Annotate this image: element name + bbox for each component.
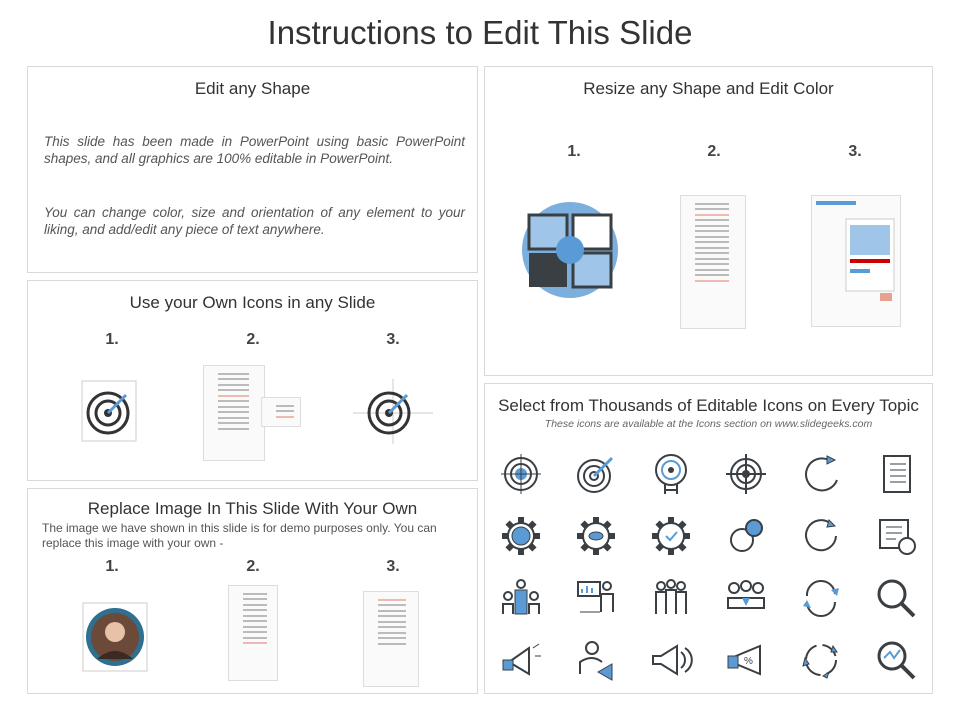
magnifier-icon[interactable]: [874, 576, 918, 620]
checklist-clock-icon[interactable]: [874, 514, 918, 558]
target-icon: [80, 369, 140, 444]
panel-replace-image: [27, 488, 478, 694]
panel-icons: [484, 383, 933, 694]
color-picker-illustration: [811, 195, 901, 327]
target-stand-icon[interactable]: [649, 452, 693, 496]
target-arrow-icon[interactable]: [574, 452, 618, 496]
gears-icon[interactable]: [724, 514, 768, 558]
panel-own-icons: [27, 280, 478, 481]
step-number: 1.: [105, 331, 119, 348]
step-number: 2.: [246, 331, 260, 348]
format-pane-illustration: [363, 591, 419, 687]
context-menu-illustration: [228, 585, 278, 681]
panel-title: Select from Thousands of Editable Icons on Every Topic: [498, 396, 919, 415]
magnifier-chart-icon[interactable]: [874, 638, 918, 682]
user-megaphone-icon[interactable]: [574, 638, 618, 682]
group-icon[interactable]: [724, 576, 768, 620]
gear-icon[interactable]: [499, 514, 543, 558]
megaphone-percent-icon[interactable]: [724, 638, 768, 682]
paragraph: You can change color, size and orientation of any element to your liking, and add/edit any piece of text anywhere.: [44, 205, 465, 237]
target-icon: [353, 369, 433, 444]
sync-icon[interactable]: [799, 576, 843, 620]
panel-resize: [484, 66, 933, 376]
profile-image-placeholder: [80, 587, 150, 675]
step-number: 1.: [567, 143, 581, 160]
submenu-illustration: [261, 397, 301, 427]
context-menu-illustration: [203, 365, 265, 461]
slide-title: Instructions to Edit This Slide: [267, 14, 693, 51]
step-number: 2.: [246, 558, 260, 575]
paragraph: This slide has been made in PowerPoint using basic PowerPoint shapes, and all graphics are 100% editable in PowerPoint.: [44, 134, 465, 166]
step-number: 3.: [386, 558, 400, 575]
puzzle-shape-illustration: [519, 199, 621, 301]
panel-subtitle: These icons are available at the Icons section on www.slidegeeks.com: [544, 418, 873, 430]
megaphone-icon[interactable]: [499, 638, 543, 682]
presentation-icon[interactable]: [574, 576, 618, 620]
refresh-circle-icon[interactable]: [799, 514, 843, 558]
crosshair-icon[interactable]: [724, 452, 768, 496]
refresh-icon[interactable]: [799, 452, 843, 496]
panel-title: Resize any Shape and Edit Color: [583, 79, 834, 98]
context-menu-illustration: [680, 195, 746, 329]
gear-eye-icon[interactable]: [574, 514, 618, 558]
megaphone-sound-icon[interactable]: [649, 638, 693, 682]
step-number: 1.: [105, 558, 119, 575]
panel-title: Edit any Shape: [194, 79, 311, 98]
target-icon[interactable]: [499, 452, 543, 496]
panel-edit-shape: [27, 66, 478, 273]
panel-title: Use your Own Icons in any Slide: [129, 293, 376, 312]
paragraph: The image we have shown in this slide is for demo purposes only. You can replace this image with your own -: [42, 521, 437, 550]
gear-check-icon[interactable]: [649, 514, 693, 558]
team-icon[interactable]: [649, 576, 693, 620]
step-number: 3.: [848, 143, 862, 160]
cycle-icon[interactable]: [799, 638, 843, 682]
step-number: 2.: [707, 143, 721, 160]
checklist-icon[interactable]: [874, 452, 918, 496]
panel-title: Replace Image In This Slide With Your Own: [87, 499, 418, 518]
svg-text:%: %: [744, 656, 753, 667]
step-number: 3.: [386, 331, 400, 348]
meeting-icon[interactable]: [499, 576, 543, 620]
